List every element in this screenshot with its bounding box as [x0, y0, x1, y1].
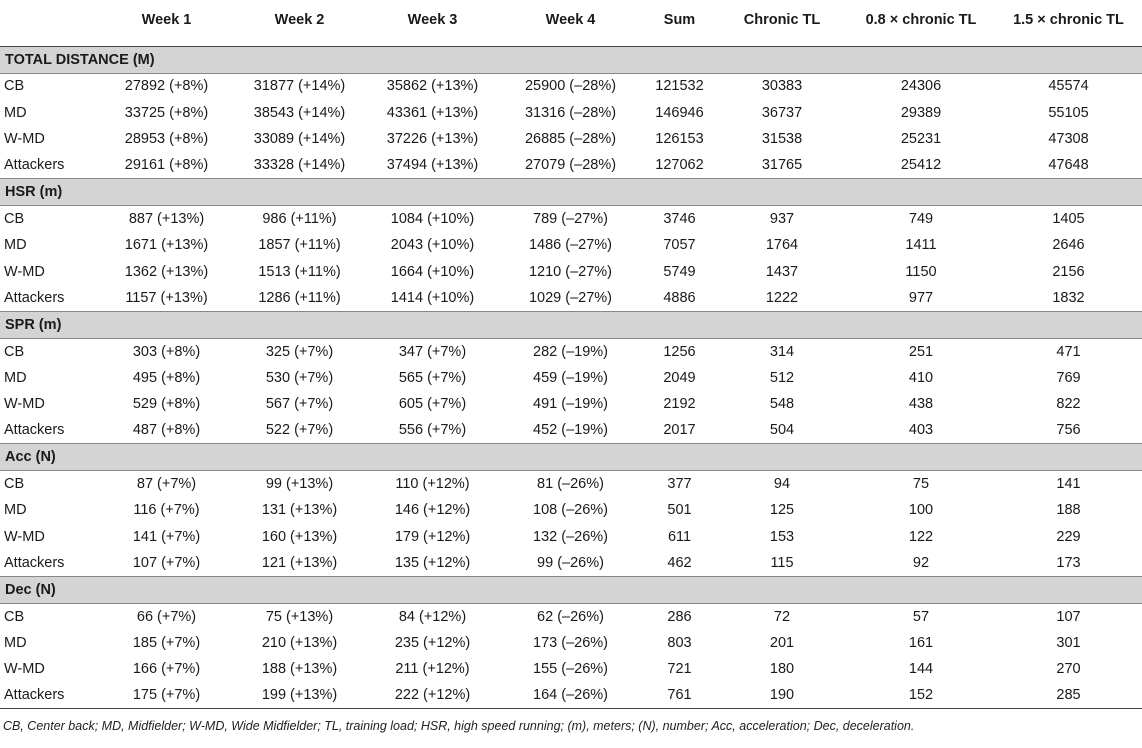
row-label-cell: CB [4, 343, 25, 360]
table-cell: 121 (+13%) [261, 554, 338, 571]
table-cell: 5749 [663, 263, 696, 280]
section-header-row [0, 444, 1142, 471]
table-cell: 986 (+11%) [262, 211, 337, 227]
table-row [0, 391, 1142, 417]
table-cell: 749 [908, 211, 934, 227]
table-cell: 190 [717, 682, 847, 708]
table-row [0, 73, 1142, 99]
table-cell: 1405 [1052, 211, 1085, 227]
table-cell: 761 [642, 682, 717, 708]
table-cell: 126153 [655, 130, 704, 147]
table-cell: 185 (+7%) [132, 634, 201, 651]
table-cell: 504 [769, 422, 795, 439]
table-cell: 25900 (–28%) [524, 78, 617, 95]
table-cell: 1222 [765, 289, 799, 306]
row-label-cell: W-MD [4, 528, 45, 545]
table-cell: 314 [769, 343, 795, 360]
table-cell: 27892 (+8%) [124, 78, 209, 95]
table-cell: 565 (+7%) [398, 369, 467, 386]
table-cell: 75 (+13%) [265, 608, 334, 625]
table-cell: 179 (+12%) [394, 528, 471, 545]
table-cell: 222 (+12%) [366, 682, 499, 708]
table-cell: 1437 [765, 263, 799, 280]
table-cell: 285 [995, 682, 1142, 708]
row-label-cell: CB [4, 78, 25, 95]
table-cell: 132 (–26%) [533, 528, 608, 545]
row-label-cell: MD [4, 502, 27, 519]
table-cell: 173 (–26%) [533, 634, 608, 651]
table-cell: 567 (+7%) [265, 396, 334, 413]
table-row [0, 126, 1142, 152]
table-cell: 325 (+7%) [265, 343, 334, 360]
table-cell: 29389 [900, 104, 942, 121]
row-label-cell: MD [4, 104, 27, 121]
table-cell: 1084 (+10%) [390, 211, 475, 227]
table-cell: 548 [769, 396, 795, 413]
table-cell: 4886 [663, 289, 696, 306]
row-label-cell: W-MD [4, 661, 45, 678]
table-cell: 1150 [905, 263, 937, 280]
table-row [0, 206, 1142, 232]
table-body [0, 46, 1142, 709]
table-cell: 303 (+8%) [132, 343, 201, 360]
table-cell: 107 (+7%) [132, 554, 201, 571]
table-cell: 2017 [663, 422, 696, 439]
table-cell: 131 (+13%) [261, 502, 338, 519]
table-cell: 347 (+7%) [398, 343, 467, 360]
table-cell: 135 (+12%) [394, 554, 471, 571]
table-cell: 522 (+7%) [265, 422, 334, 439]
table-cell: 1157 (+13%) [125, 289, 208, 306]
table-cell: 2192 [663, 396, 696, 413]
table-cell: 36737 [761, 104, 803, 121]
table-cell: 887 (+13%) [128, 211, 205, 227]
table-cell: 26885 (–28%) [524, 130, 617, 147]
table-cell: 556 (+7%) [398, 422, 467, 439]
table-cell: 199 (+13%) [233, 682, 366, 708]
section-title: Acc (N) [0, 444, 1142, 471]
header-row [0, 0, 1142, 46]
table-cell: 769 [1056, 369, 1081, 386]
table-cell: 822 [1056, 396, 1081, 413]
table-cell: 153 [769, 528, 795, 545]
table-cell: 180 [769, 661, 795, 678]
table-cell: 605 (+7%) [398, 396, 467, 413]
table-cell: 92 [912, 554, 930, 571]
table-cell: 1210 (–27%) [528, 263, 613, 280]
table-cell: 37226 (+13%) [386, 130, 479, 147]
header-cell-1-5-chronic-tl: 1.5 × chronic TL [995, 0, 1142, 46]
table-cell: 144 [908, 661, 934, 678]
table-cell: 459 (–19%) [533, 369, 608, 386]
table-cell: 125 [769, 502, 795, 519]
header-cell-week-1: Week 1 [100, 0, 233, 46]
table-cell: 201 [769, 634, 795, 651]
row-label-cell: MD [4, 369, 27, 386]
table-cell: 43361 (+13%) [386, 104, 479, 121]
table-row [0, 603, 1142, 629]
table-cell: 99 (–26%) [537, 554, 604, 571]
table-cell: 30383 [761, 78, 803, 95]
row-label-cell: Attackers [4, 422, 65, 439]
table-cell: 611 [667, 528, 692, 545]
table-cell: 116 (+7%) [133, 502, 200, 519]
table-cell: 164 (–26%) [499, 682, 642, 708]
row-label-cell: Attackers [4, 289, 65, 306]
table-cell: 1029 (–27%) [528, 289, 613, 306]
table-cell: 1414 (+10%) [390, 289, 475, 306]
header-cell-week-3: Week 3 [366, 0, 499, 46]
table-footnote: CB, Center back; MD, Midfielder; W-MD, Wide Midfielder; TL, training load; HSR, high speed running; (m), meters; (N), number; Acc, acceleration; Dec, deceleration. [3, 719, 915, 734]
table-cell: 977 [908, 289, 934, 306]
table-cell: 1486 (–27%) [528, 237, 613, 254]
table-cell: 152 [847, 682, 995, 708]
table-cell: 756 [1056, 422, 1081, 439]
table-cell: 55105 [1048, 104, 1089, 121]
table-row [0, 232, 1142, 258]
table-cell: 235 (+12%) [394, 634, 471, 651]
table-cell: 72 [773, 608, 791, 625]
table-cell: 1362 (+13%) [124, 263, 209, 280]
table-row [0, 550, 1142, 576]
table-cell: 45574 [1048, 78, 1089, 95]
table-cell: 81 (–26%) [537, 476, 604, 493]
table-cell: 1411 [905, 237, 937, 254]
table-row [0, 365, 1142, 391]
table-row [0, 99, 1142, 125]
table-cell: 530 (+7%) [265, 369, 334, 386]
table-cell: 141 (+7%) [132, 528, 201, 545]
table-row [0, 417, 1142, 443]
header-cell-week-4: Week 4 [499, 0, 642, 46]
table-cell: 211 (+12%) [395, 661, 470, 678]
table-cell: 1664 (+10%) [390, 263, 475, 280]
table-cell: 188 (+13%) [261, 661, 338, 678]
table-cell: 501 [667, 502, 692, 519]
header-cell-sum: Sum [642, 0, 717, 46]
table-cell: 25412 [900, 157, 942, 174]
section-header-row [0, 311, 1142, 338]
table-cell: 127062 [655, 157, 704, 174]
table-row [0, 152, 1142, 178]
table-cell: 146946 [655, 104, 704, 121]
table-cell: 3746 [663, 211, 696, 227]
table-cell: 28953 (+8%) [124, 130, 209, 147]
table-cell: 1671 (+13%) [124, 237, 209, 254]
table-cell: 377 [667, 476, 692, 493]
table-cell: 438 [908, 396, 934, 413]
row-label-cell: MD [4, 634, 27, 651]
table-cell: 100 [908, 502, 934, 519]
section-title: Dec (N) [0, 576, 1142, 603]
table-cell: 47308 [1048, 130, 1089, 147]
table-cell: 115 [770, 554, 794, 571]
header-cell-empty [0, 0, 100, 46]
table-cell: 937 [769, 211, 795, 227]
row-label-cell: Attackers [0, 682, 100, 708]
header-cell-week-2: Week 2 [233, 0, 366, 46]
table-cell: 33328 (+14%) [253, 157, 346, 174]
table-cell: 155 (–26%) [533, 661, 608, 678]
table-cell: 1513 (+11%) [258, 263, 341, 280]
table-cell: 160 (+13%) [261, 528, 338, 545]
table-cell: 403 [908, 422, 934, 439]
section-header-row [0, 179, 1142, 206]
table-cell: 1857 (+11%) [258, 237, 341, 254]
row-label-cell: W-MD [4, 263, 45, 280]
table-cell: 27079 (–28%) [524, 157, 617, 174]
table-cell: 2646 [1052, 237, 1085, 254]
table-cell: 121532 [655, 78, 704, 95]
table-cell: 803 [667, 634, 692, 651]
table-cell: 25231 [900, 130, 942, 147]
table-cell: 31877 (+14%) [253, 78, 346, 95]
table-cell: 110 (+12%) [395, 476, 470, 493]
table-cell: 47648 [1048, 157, 1089, 174]
table-row [0, 682, 1142, 708]
table-header [0, 0, 1142, 46]
table-cell: 2156 [1052, 263, 1085, 280]
table-cell: 175 (+7%) [100, 682, 233, 708]
table-row [0, 471, 1142, 497]
row-label-cell: CB [4, 476, 25, 493]
table-cell: 270 [1056, 661, 1081, 678]
table-cell: 166 (+7%) [132, 661, 201, 678]
section-header-row [0, 576, 1142, 603]
row-label-cell: Attackers [4, 157, 65, 174]
table-cell: 57 [912, 608, 930, 625]
table-row [0, 497, 1142, 523]
table-cell: 495 (+8%) [132, 369, 201, 386]
table-cell: 29161 (+8%) [124, 157, 209, 174]
section-title: HSR (m) [0, 179, 1142, 206]
table-cell: 452 (–19%) [533, 422, 608, 439]
table-cell: 1256 [663, 343, 696, 360]
table-cell: 84 (+12%) [398, 608, 467, 625]
table-cell: 146 (+12%) [394, 502, 471, 519]
row-label-cell: W-MD [4, 130, 45, 147]
table-row [0, 338, 1142, 364]
row-label-cell: W-MD [4, 396, 45, 413]
table-cell: 33089 (+14%) [253, 130, 346, 147]
table-cell: 1764 [765, 237, 799, 254]
section-title: TOTAL DISTANCE (M) [0, 46, 1142, 73]
table-cell: 471 [1056, 343, 1081, 360]
table-cell: 94 [773, 476, 791, 493]
header-cell-chronic-tl: Chronic TL [717, 0, 847, 46]
table-cell: 173 [1056, 554, 1081, 571]
table-cell: 75 [912, 476, 930, 493]
table-cell: 282 (–19%) [533, 343, 608, 360]
table-cell: 1832 [1052, 289, 1085, 306]
table-cell: 487 (+8%) [132, 422, 201, 439]
table-cell: 87 (+7%) [136, 476, 197, 493]
row-label-cell: CB [4, 608, 25, 625]
table-cell: 462 [667, 554, 692, 571]
table-cell: 7057 [663, 237, 696, 254]
table-cell: 410 [908, 369, 934, 386]
table-cell: 210 (+13%) [261, 634, 338, 651]
table-cell: 99 (+13%) [265, 476, 334, 493]
table-cell: 229 [1056, 528, 1081, 545]
table-cell: 512 [769, 369, 795, 386]
table-cell: 789 (–27%) [533, 211, 608, 227]
table-cell: 529 (+8%) [132, 396, 201, 413]
row-label-cell: CB [4, 211, 25, 227]
table-cell: 721 [667, 661, 692, 678]
table-cell: 108 (–26%) [533, 502, 608, 519]
table-cell: 2043 (+10%) [390, 237, 475, 254]
section-header-row [0, 46, 1142, 73]
table-cell: 37494 (+13%) [386, 157, 479, 174]
table-cell: 251 [908, 343, 934, 360]
row-label-cell: MD [4, 237, 27, 254]
table-cell: 141 [1056, 476, 1081, 493]
table-cell: 161 [908, 634, 934, 651]
table-row [0, 656, 1142, 682]
table-cell: 33725 (+8%) [124, 104, 209, 121]
table-cell: 38543 (+14%) [253, 104, 346, 121]
table-cell: 24306 [900, 78, 942, 95]
table-cell: 188 [1056, 502, 1081, 519]
table-cell: 107 [1056, 608, 1081, 625]
table-row [0, 258, 1142, 284]
table-row [0, 285, 1142, 311]
table-cell: 2049 [663, 369, 696, 386]
header-cell-0-8-chronic-tl: 0.8 × chronic TL [847, 0, 995, 46]
table-cell: 301 [1056, 634, 1081, 651]
table-cell: 1286 (+11%) [258, 289, 341, 306]
table-row [0, 523, 1142, 549]
table-cell: 31316 (–28%) [524, 104, 617, 121]
section-title: SPR (m) [0, 311, 1142, 338]
table-row [0, 630, 1142, 656]
table-cell: 66 (+7%) [136, 608, 197, 625]
table-cell: 491 (–19%) [533, 396, 608, 413]
row-label-cell: Attackers [4, 554, 65, 571]
table-cell: 122 [908, 528, 934, 545]
table-cell: 31765 [761, 157, 803, 174]
table-cell: 62 (–26%) [537, 608, 604, 625]
table-cell: 35862 (+13%) [386, 78, 479, 95]
table-cell: 31538 [761, 130, 803, 147]
table-cell: 286 [667, 608, 692, 625]
